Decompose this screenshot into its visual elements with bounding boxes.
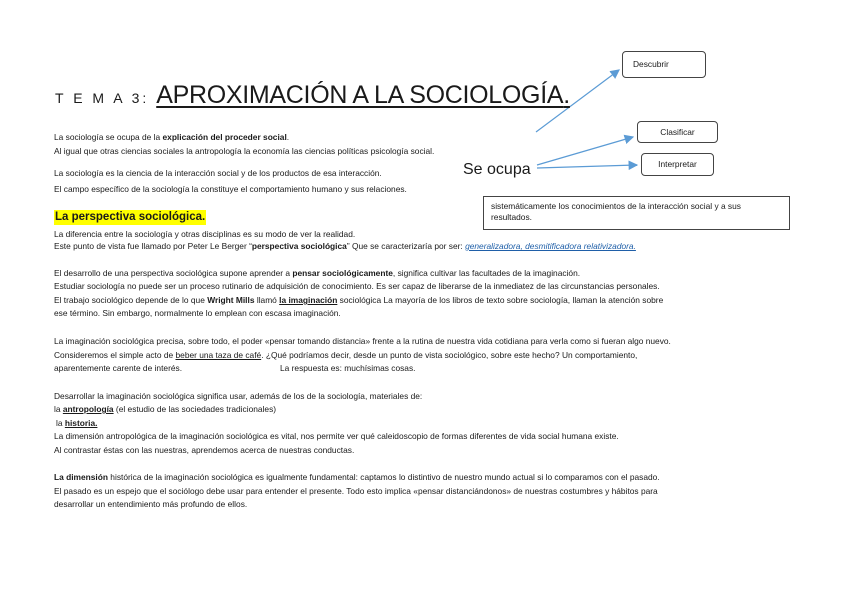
clasificar-box	[637, 121, 718, 143]
p3-line-3: la historia.	[56, 418, 98, 428]
p1-line-4: ese término. Sin embargo, normalmente lo emplean con escasa imaginación.	[54, 308, 341, 318]
p3-line-1: Desarrollar la imaginación sociológica significa usar, además de los de la sociología, materiales de:	[54, 391, 423, 401]
p1-line-1: El desarrollo de una perspectiva sociológica supone aprender a pensar sociológicamente, significa cultivar las facultades de la imaginación.	[54, 268, 581, 278]
perspectiva-line-2: Este punto de vista fue llamado por Peter Le Berger “perspectiva sociológica” Que se caracterizaría por ser: generalizadora, desmitificadora relativizadora.	[54, 241, 636, 251]
perspectiva-heading: La perspectiva sociológica.	[55, 211, 206, 223]
descubrir-label: Descubrir	[633, 59, 669, 69]
title-main: APROXIMACIÓN A LA SOCIOLOGÍA	[156, 81, 564, 109]
intro-line-1: La sociología se ocupa de la explicación del proceder social.	[54, 132, 290, 142]
p2-line-3b: La respuesta es: muchísimas cosas.	[280, 363, 416, 373]
p2-line-2: Consideremos el simple acto de beber una taza de café. ¿Qué podríamos decir, desde un punto de vista sociológico, sobre este hecho? Un comportamiento,	[54, 350, 638, 360]
p4-line-3: desarrollar un entendimiento más profundo de ellos.	[54, 499, 248, 509]
arrow-to-clasificar	[537, 137, 633, 165]
p2-line-1: La imaginación sociológica precisa, sobre todo, el poder «pensar tomando distancia» frente a la rutina de nuestra vida cotidiana para verla como si fueran algo nuevo.	[54, 336, 671, 346]
p3-line-4: La dimensión antropológica de la imaginación sociológica es vital, nos permite ver qué caleidoscopio de formas diferentes de vida social humana existe.	[54, 431, 619, 441]
intro-line-2: Al igual que otras ciencias sociales la antropología la economía las ciencias políticas psicología social.	[54, 146, 435, 156]
p1-line-3: El trabajo sociológico depende de lo que Wright Mills llamó la imaginación sociológica La mayoría de los libros de texto sobre sociología, llaman la atención sobre	[54, 295, 664, 305]
interpretar-box	[641, 153, 714, 176]
clasificar-label: Clasificar	[660, 127, 695, 137]
p3-line-2: la antropología (el estudio de las sociedades tradicionales)	[54, 404, 277, 414]
p3-line-5: Al contrastar éstas con las nuestras, aprendemos acerca de nuestras conductas.	[54, 445, 355, 455]
descubrir-box	[622, 51, 706, 78]
perspectiva-line-1: La diferencia entre la sociología y otras disciplinas es su modo de ver la realidad.	[54, 229, 356, 239]
title-dot: .	[563, 81, 570, 109]
intro-line-4: El campo específico de la sociología la constituye el comportamiento humano y sus relaciones.	[54, 184, 407, 194]
bold-explicacion: explicación del proceder social	[162, 132, 287, 142]
intro-line-3: La sociología es la ciencia de la interacción social y de los productos de esa interacción.	[54, 168, 382, 178]
title-prefix: T E M A 3:	[55, 90, 157, 106]
page-title	[55, 81, 570, 110]
p1-line-2: Estudiar sociología no puede ser un proceso rutinario de adquisición de conocimiento. Es ser capaz de liberarse de la inmediatez de las circunstancias personales.	[54, 281, 660, 291]
arrow-to-interpretar	[537, 165, 637, 168]
p2-line-3a: aparentemente carente de interés.	[54, 363, 183, 373]
p4-line-2: El pasado es un espejo que el sociólogo debe usar para entender el presente. Todo esto implica «pensar distanciándonos» de nuestras costumbres y hábitos para	[54, 486, 658, 496]
se-ocupa-label: Se ocupa	[463, 161, 531, 178]
definition-text: sistemáticamente los conocimientos de la interacción social y a sus resultados.	[491, 201, 741, 222]
p4-line-1: La dimensión histórica de la imaginación sociológica es igualmente fundamental: captamos lo distintivo de nuestro mundo actual si lo comparamos con el pasado.	[54, 472, 660, 482]
definition-box	[483, 196, 790, 230]
interpretar-label: Interpretar	[658, 159, 697, 169]
characteristics-link[interactable]: generalizadora, desmitificadora relativizadora.	[465, 241, 636, 251]
